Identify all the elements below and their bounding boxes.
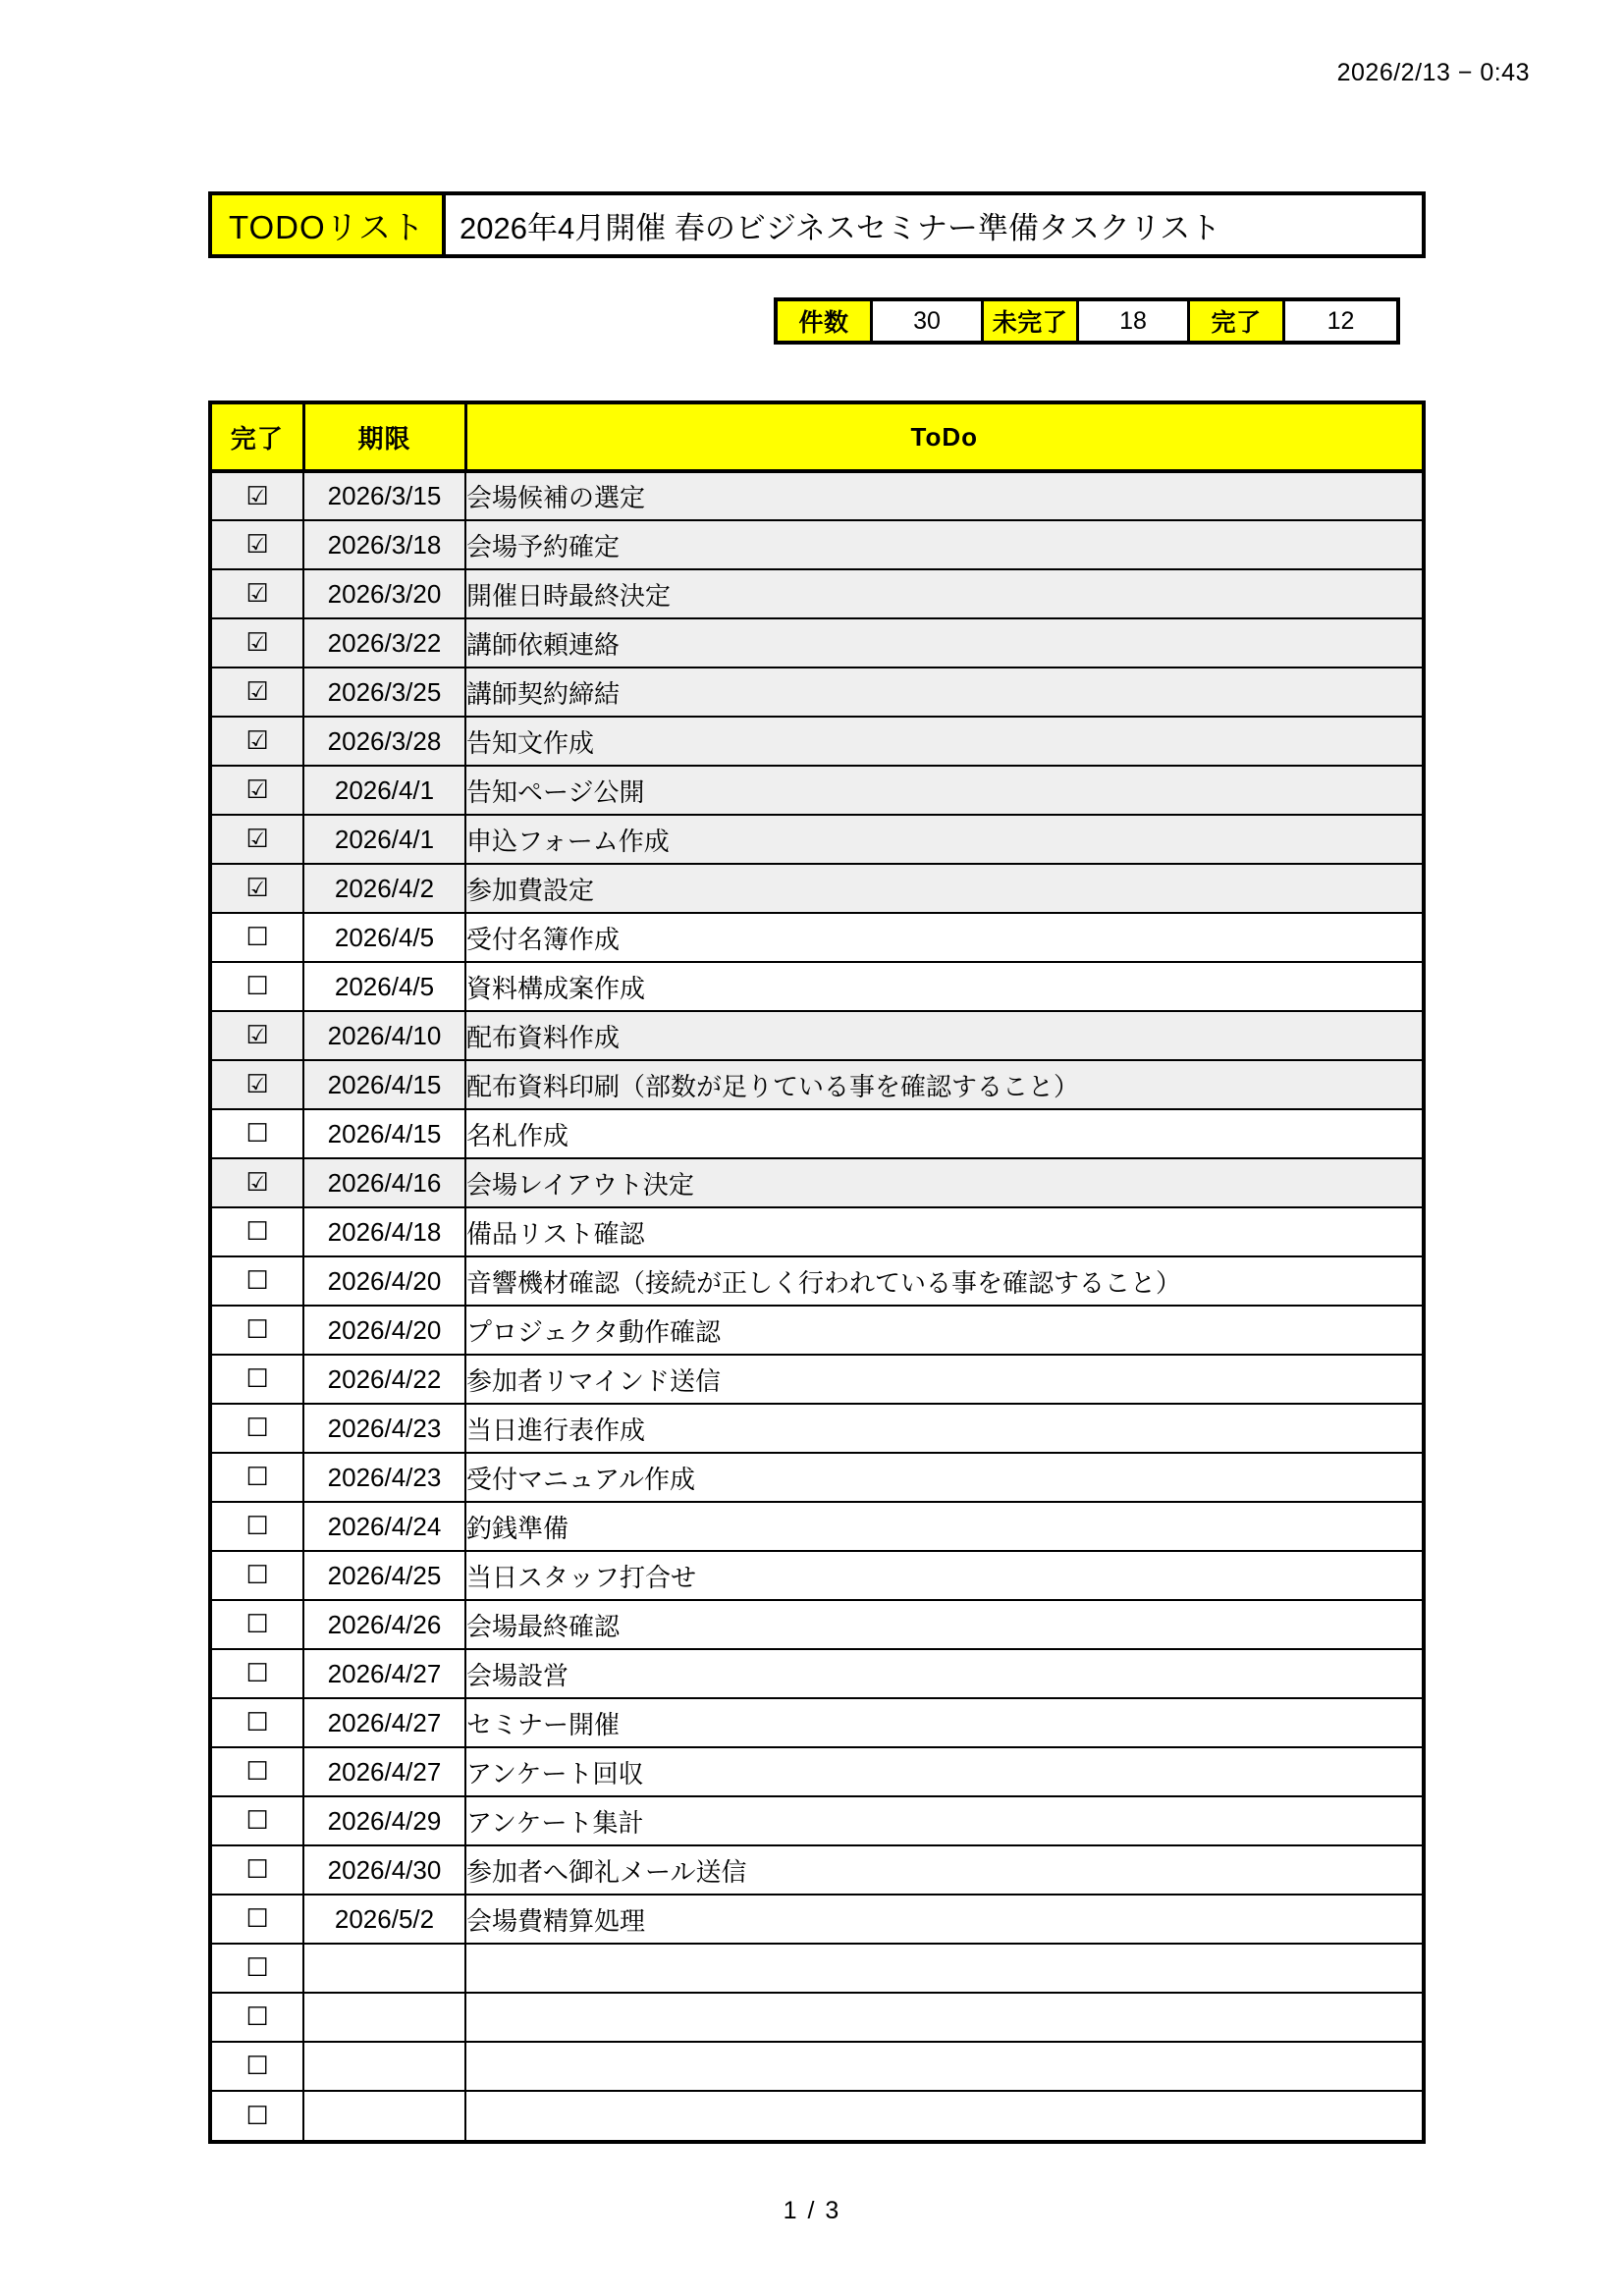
column-header-done: 完了 (212, 404, 303, 471)
table-row (212, 1011, 1422, 1060)
due-date-cell[interactable]: 2026/4/22 (303, 1355, 465, 1404)
due-date-cell[interactable]: 2026/3/25 (303, 667, 465, 717)
table-row (212, 1944, 1422, 1993)
todo-text-cell[interactable]: 会場設営 (465, 1649, 1422, 1698)
todo-text-cell[interactable]: 受付名簿作成 (465, 913, 1422, 962)
todo-text-cell[interactable]: 配布資料作成 (465, 1011, 1422, 1060)
checkbox-checked[interactable]: ☑ (212, 471, 303, 520)
todo-text-cell[interactable]: 釣銭準備 (465, 1502, 1422, 1551)
counter-value: 18 (1079, 301, 1190, 341)
counter-label: 未完了 (984, 301, 1079, 341)
checkbox-checked[interactable]: ☑ (212, 569, 303, 618)
todo-table-container (208, 400, 1426, 2144)
checkbox-unchecked[interactable]: ☐ (212, 1993, 303, 2042)
todo-text-cell[interactable]: 会場費精算処理 (465, 1895, 1422, 1944)
due-date-cell[interactable]: 2026/4/10 (303, 1011, 465, 1060)
due-date-cell[interactable]: 2026/4/15 (303, 1109, 465, 1158)
due-date-cell[interactable]: 2026/4/20 (303, 1256, 465, 1306)
table-row (212, 1895, 1422, 1944)
todo-text-cell[interactable]: 会場レイアウト決定 (465, 1158, 1422, 1207)
table-row (212, 1256, 1422, 1306)
table-row (212, 864, 1422, 913)
checkbox-unchecked[interactable]: ☐ (212, 1600, 303, 1649)
todo-text-cell[interactable]: アンケート回収 (465, 1747, 1422, 1796)
counter-label: 完了 (1190, 301, 1285, 341)
due-date-cell[interactable]: 2026/4/15 (303, 1060, 465, 1109)
due-date-cell[interactable] (303, 1944, 465, 1993)
counter-summary-band (774, 297, 1400, 345)
table-row (212, 1551, 1422, 1600)
table-header-row (212, 404, 1422, 471)
todo-text-cell[interactable]: アンケート集計 (465, 1796, 1422, 1845)
column-header-due: 期限 (303, 404, 465, 471)
checkbox-unchecked[interactable]: ☐ (212, 913, 303, 962)
todo-text-cell[interactable]: 講師依頼連絡 (465, 618, 1422, 667)
due-date-cell[interactable]: 2026/4/20 (303, 1306, 465, 1355)
checkbox-unchecked[interactable]: ☐ (212, 1845, 303, 1895)
table-row (212, 1355, 1422, 1404)
checkbox-unchecked[interactable]: ☐ (212, 1649, 303, 1698)
checkbox-unchecked[interactable]: ☐ (212, 1306, 303, 1355)
checkbox-unchecked[interactable]: ☐ (212, 1944, 303, 1993)
todo-text-cell[interactable]: 音響機材確認（接続が正しく行われている事を確認すること） (465, 1256, 1422, 1306)
counter-value: 12 (1285, 301, 1396, 341)
todo-text-cell[interactable]: 講師契約締結 (465, 667, 1422, 717)
title-band (208, 191, 1426, 258)
due-date-cell[interactable]: 2026/4/27 (303, 1747, 465, 1796)
due-date-cell[interactable]: 2026/4/27 (303, 1698, 465, 1747)
todo-text-cell[interactable]: 当日進行表作成 (465, 1404, 1422, 1453)
page-title: 2026年4月開催 春のビジネスセミナー準備タスクリスト (446, 195, 1422, 254)
table-row (212, 1404, 1422, 1453)
table-row (212, 1796, 1422, 1845)
table-row (212, 520, 1422, 569)
table-row (212, 471, 1422, 520)
table-row (212, 1060, 1422, 1109)
due-date-cell[interactable]: 2026/4/26 (303, 1600, 465, 1649)
checkbox-unchecked[interactable]: ☐ (212, 1747, 303, 1796)
table-row (212, 913, 1422, 962)
due-date-cell[interactable]: 2026/4/2 (303, 864, 465, 913)
table-row (212, 1453, 1422, 1502)
table-row (212, 618, 1422, 667)
checkbox-unchecked[interactable]: ☐ (212, 962, 303, 1011)
todo-text-cell[interactable]: 告知文作成 (465, 717, 1422, 766)
todo-text-cell[interactable] (465, 1993, 1422, 2042)
todo-text-cell[interactable] (465, 2042, 1422, 2091)
table-row (212, 569, 1422, 618)
table-row (212, 2042, 1422, 2091)
print-timestamp: 2026/2/13 − 0:43 (1336, 59, 1530, 86)
todo-text-cell[interactable]: 参加者へ御礼メール送信 (465, 1845, 1422, 1895)
due-date-cell[interactable]: 2026/4/23 (303, 1404, 465, 1453)
table-row (212, 766, 1422, 815)
checkbox-unchecked[interactable]: ☐ (212, 1551, 303, 1600)
todo-text-cell[interactable]: 備品リスト確認 (465, 1207, 1422, 1256)
checkbox-checked[interactable]: ☑ (212, 667, 303, 717)
table-row (212, 962, 1422, 1011)
due-date-cell[interactable]: 2026/4/27 (303, 1649, 465, 1698)
todo-text-cell[interactable]: 申込フォーム作成 (465, 815, 1422, 864)
checkbox-checked[interactable]: ☑ (212, 864, 303, 913)
table-row (212, 717, 1422, 766)
counter-value: 30 (873, 301, 984, 341)
checkbox-checked[interactable]: ☑ (212, 1011, 303, 1060)
due-date-cell[interactable]: 2026/3/15 (303, 471, 465, 520)
table-row (212, 815, 1422, 864)
due-date-cell[interactable]: 2026/4/30 (303, 1845, 465, 1895)
due-date-cell[interactable] (303, 2091, 465, 2140)
due-date-cell[interactable]: 2026/4/16 (303, 1158, 465, 1207)
due-date-cell[interactable]: 2026/3/18 (303, 520, 465, 569)
checkbox-checked[interactable]: ☑ (212, 1060, 303, 1109)
due-date-cell[interactable]: 2026/4/5 (303, 913, 465, 962)
todo-text-cell[interactable]: 開催日時最終決定 (465, 569, 1422, 618)
due-date-cell[interactable] (303, 1993, 465, 2042)
table-header (212, 404, 1422, 471)
due-date-cell[interactable]: 2026/5/2 (303, 1895, 465, 1944)
todo-text-cell[interactable]: 受付マニュアル作成 (465, 1453, 1422, 1502)
due-date-cell[interactable] (303, 2042, 465, 2091)
page-indicator: 1 / 3 (783, 2197, 841, 2224)
table-row (212, 1306, 1422, 1355)
table-row (212, 1207, 1422, 1256)
todo-text-cell[interactable]: 会場最終確認 (465, 1600, 1422, 1649)
todo-text-cell[interactable]: 会場予約確定 (465, 520, 1422, 569)
column-header-todo: ToDo (465, 404, 1422, 471)
table-row (212, 1698, 1422, 1747)
due-date-cell[interactable]: 2026/4/1 (303, 766, 465, 815)
due-date-cell[interactable]: 2026/4/25 (303, 1551, 465, 1600)
table-row (212, 667, 1422, 717)
due-date-cell[interactable]: 2026/4/23 (303, 1453, 465, 1502)
due-date-cell[interactable]: 2026/4/5 (303, 962, 465, 1011)
checkbox-checked[interactable]: ☑ (212, 766, 303, 815)
todo-text-cell[interactable]: 資料構成案作成 (465, 962, 1422, 1011)
todo-table (212, 404, 1422, 2140)
table-row (212, 1502, 1422, 1551)
due-date-cell[interactable]: 2026/4/29 (303, 1796, 465, 1845)
todo-text-cell[interactable]: 参加者リマインド送信 (465, 1355, 1422, 1404)
checkbox-unchecked[interactable]: ☐ (212, 1796, 303, 1845)
table-row (212, 2091, 1422, 2140)
due-date-cell[interactable]: 2026/4/18 (303, 1207, 465, 1256)
todo-text-cell[interactable]: 当日スタッフ打合せ (465, 1551, 1422, 1600)
todo-text-cell[interactable]: 告知ページ公開 (465, 766, 1422, 815)
table-row (212, 1600, 1422, 1649)
checkbox-unchecked[interactable]: ☐ (212, 1355, 303, 1404)
todo-text-cell[interactable]: 配布資料印刷（部数が足りている事を確認すること） (465, 1060, 1422, 1109)
due-date-cell[interactable]: 2026/4/24 (303, 1502, 465, 1551)
table-body (212, 471, 1422, 2140)
table-row (212, 1845, 1422, 1895)
checkbox-unchecked[interactable]: ☐ (212, 1207, 303, 1256)
due-date-cell[interactable]: 2026/4/1 (303, 815, 465, 864)
todo-text-cell[interactable]: 参加費設定 (465, 864, 1422, 913)
todo-text-cell[interactable]: 会場候補の選定 (465, 471, 1422, 520)
checkbox-unchecked[interactable]: ☐ (212, 1404, 303, 1453)
todo-text-cell[interactable] (465, 2091, 1422, 2140)
checkbox-unchecked[interactable]: ☐ (212, 1698, 303, 1747)
checkbox-unchecked[interactable]: ☐ (212, 1453, 303, 1502)
todo-text-cell[interactable]: 名札作成 (465, 1109, 1422, 1158)
checkbox-unchecked[interactable]: ☐ (212, 2042, 303, 2091)
table-row (212, 1649, 1422, 1698)
due-date-cell[interactable]: 2026/3/22 (303, 618, 465, 667)
checkbox-unchecked[interactable]: ☐ (212, 1109, 303, 1158)
todo-text-cell[interactable]: プロジェクタ動作確認 (465, 1306, 1422, 1355)
todo-text-cell[interactable]: セミナー開催 (465, 1698, 1422, 1747)
checkbox-checked[interactable]: ☑ (212, 520, 303, 569)
checkbox-checked[interactable]: ☑ (212, 1158, 303, 1207)
due-date-cell[interactable]: 2026/3/20 (303, 569, 465, 618)
checkbox-checked[interactable]: ☑ (212, 618, 303, 667)
table-row (212, 1158, 1422, 1207)
table-row (212, 1109, 1422, 1158)
checkbox-unchecked[interactable]: ☐ (212, 2091, 303, 2140)
table-row (212, 1993, 1422, 2042)
checkbox-unchecked[interactable]: ☐ (212, 1895, 303, 1944)
checkbox-checked[interactable]: ☑ (212, 815, 303, 864)
due-date-cell[interactable]: 2026/3/28 (303, 717, 465, 766)
title-label: TODOリスト (212, 195, 446, 254)
table-row (212, 1747, 1422, 1796)
checkbox-checked[interactable]: ☑ (212, 717, 303, 766)
checkbox-unchecked[interactable]: ☐ (212, 1256, 303, 1306)
todo-text-cell[interactable] (465, 1944, 1422, 1993)
counter-label: 件数 (778, 301, 873, 341)
checkbox-unchecked[interactable]: ☐ (212, 1502, 303, 1551)
